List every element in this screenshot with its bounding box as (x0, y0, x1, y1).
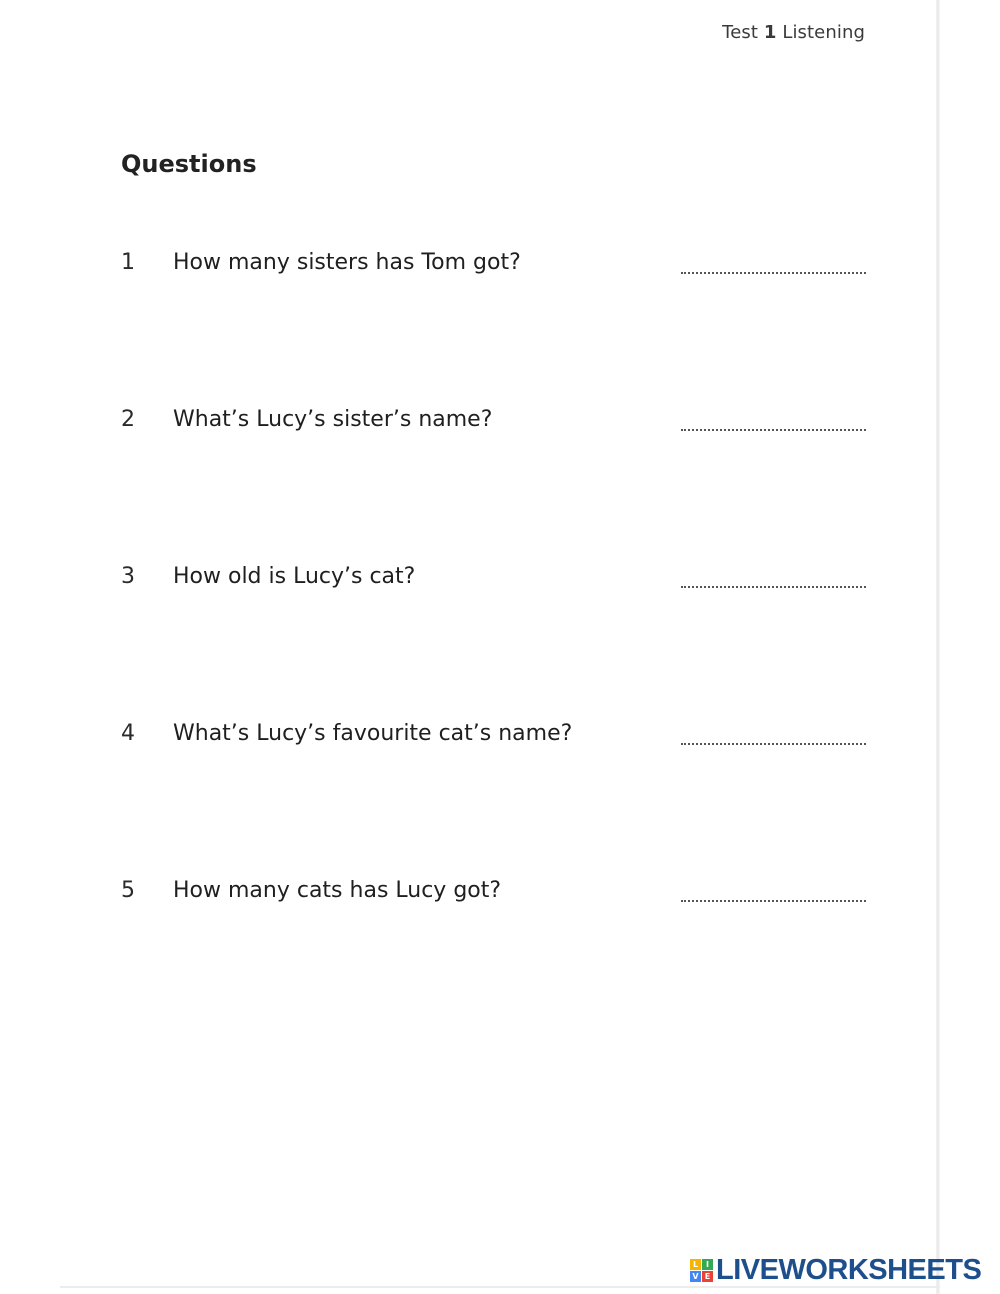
scan-edge-right (936, 0, 940, 1294)
liveworksheets-logo-icon (690, 1259, 713, 1282)
answer-line[interactable] (681, 572, 866, 588)
page-header (722, 22, 865, 43)
question-3 (121, 564, 866, 600)
question-1 (121, 250, 866, 286)
question-text: How many cats has Lucy got? (173, 878, 502, 903)
question-4 (121, 721, 866, 757)
answer-line[interactable] (681, 729, 866, 745)
logo-block-icon: L (690, 1259, 701, 1270)
logo-text: LIVEWORKSHEETS (716, 1253, 982, 1286)
liveworksheets-logo[interactable] (690, 1252, 981, 1288)
logo-block-icon: V (690, 1271, 701, 1282)
question-text: What’s Lucy’s favourite cat’s name? (173, 721, 573, 746)
logo-block-icon: E (702, 1271, 713, 1282)
question-text: How many sisters has Tom got? (173, 250, 521, 275)
question-number: 5 (121, 878, 135, 903)
question-number: 3 (121, 564, 135, 589)
header-test-label: Test (722, 22, 759, 43)
answer-line[interactable] (681, 886, 866, 902)
header-test-number: 1 (763, 22, 777, 43)
header-section: Listening (782, 22, 865, 43)
answer-line[interactable] (681, 258, 866, 274)
question-number: 2 (121, 407, 135, 432)
question-2 (121, 407, 866, 443)
question-5 (121, 878, 866, 914)
question-number: 4 (121, 721, 135, 746)
question-text: How old is Lucy’s cat? (173, 564, 416, 589)
logo-block-icon: I (702, 1259, 713, 1270)
section-title: Questions (121, 150, 257, 178)
question-number: 1 (121, 250, 135, 275)
answer-line[interactable] (681, 415, 866, 431)
question-text: What’s Lucy’s sister’s name? (173, 407, 493, 432)
